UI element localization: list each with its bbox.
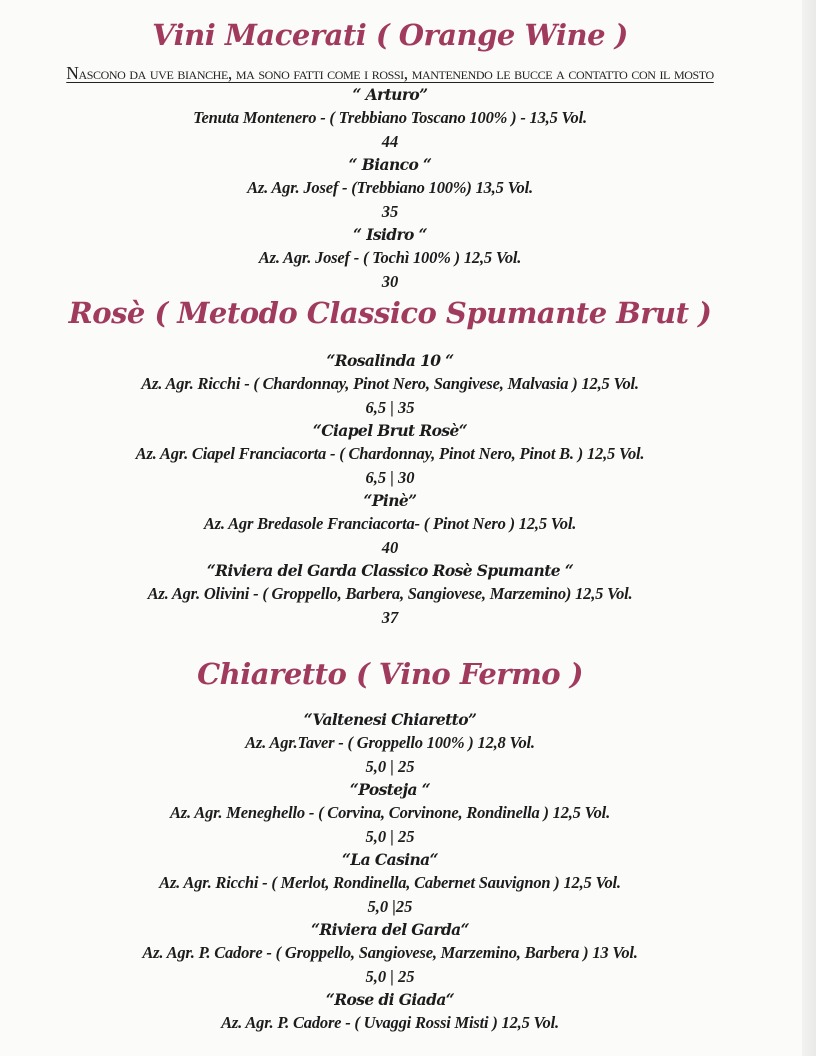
wine-item — [0, 709, 780, 779]
wine-item — [0, 490, 780, 560]
wine-item — [0, 989, 780, 1035]
wine-producer: Az. Agr. Ricchi - ( Merlot, Rondinella, Cabernet Sauvignon ) 12,5 Vol. — [159, 873, 621, 892]
wine-price: 37 — [381, 608, 399, 627]
wine-price: 6,5 | 30 — [365, 468, 415, 487]
wine-name: “Riviera del Garda Classico Rosè Spumante “ — [206, 561, 574, 580]
wine-producer: Az. Agr. Josef - (Trebbiano 100%) 13,5 Vol. — [247, 178, 533, 197]
wine-price: 5,0 | 25 — [365, 757, 415, 776]
wine-price: 5,0 |25 — [367, 897, 413, 916]
section-title: Chiaretto ( Vino Fermo ) — [197, 657, 583, 691]
wine-name: “ Arturo” — [352, 85, 428, 104]
wine-item — [0, 849, 780, 919]
wine-producer: Az. Agr. P. Cadore - ( Groppello, Sangiovese, Marzemino, Barbera ) 13 Vol. — [142, 943, 638, 962]
wine-item — [0, 350, 780, 420]
wine-name: “La Casina“ — [342, 850, 438, 869]
wine-name: “Riviera del Garda“ — [311, 920, 469, 939]
wine-producer: Az. Agr. Olivini - ( Groppello, Barbera, Sangiovese, Marzemino) 12,5 Vol. — [147, 584, 633, 603]
wine-name: “Rose di Giada“ — [325, 990, 455, 1009]
wine-item — [0, 560, 780, 630]
wine-producer: Az. Agr. Ricchi - ( Chardonnay, Pinot Nero, Sangivese, Malvasia ) 12,5 Vol. — [141, 374, 639, 393]
wine-name: “Posteja “ — [349, 780, 431, 799]
wine-producer: Az. Agr. P. Cadore - ( Uvaggi Rossi Misti ) 12,5 Vol. — [221, 1013, 559, 1032]
wine-price: 5,0 | 25 — [365, 967, 415, 986]
wine-producer: Tenuta Montenero - ( Trebbiano Toscano 100% ) - 13,5 Vol. — [193, 108, 587, 127]
wine-item — [0, 84, 780, 154]
page-edge — [802, 0, 816, 1056]
wine-producer: Az. Agr.Taver - ( Groppello 100% ) 12,8 Vol. — [245, 733, 535, 752]
section-rose-metodo-classico — [0, 296, 780, 630]
wine-price: 6,5 | 35 — [365, 398, 415, 417]
wine-price: 40 — [381, 538, 399, 557]
wine-price: 44 — [381, 132, 399, 151]
wine-name: “ Isidro “ — [353, 225, 427, 244]
wine-item — [0, 919, 780, 989]
wine-price: 5,0 | 25 — [365, 827, 415, 846]
section-title: Rosè ( Metodo Classico Spumante Brut ) — [68, 296, 712, 330]
section-orange-wine — [0, 0, 780, 294]
wine-item — [0, 154, 780, 224]
wine-name: “Ciapel Brut Rosè“ — [312, 421, 468, 440]
wine-price: 30 — [381, 272, 399, 291]
wine-item — [0, 224, 780, 294]
wine-name: “ Bianco “ — [348, 155, 432, 174]
wine-producer: Az. Agr Bredasole Franciacorta- ( Pinot Nero ) 12,5 Vol. — [203, 514, 577, 533]
wine-producer: Az. Agr. Meneghello - ( Corvina, Corvinone, Rondinella ) 12,5 Vol. — [170, 803, 610, 822]
section-chiaretto — [0, 657, 780, 1035]
wine-producer: Az. Agr. Josef - ( Tochì 100% ) 12,5 Vol. — [258, 248, 522, 267]
wine-item — [0, 779, 780, 849]
wine-item — [0, 420, 780, 490]
section-title: Vini Macerati ( Orange Wine ) — [152, 18, 628, 52]
wine-name: “Rosalinda 10 “ — [326, 351, 454, 370]
wine-price: 35 — [381, 202, 399, 221]
wine-name: “Pinè” — [363, 491, 417, 510]
section-subtitle: Nascono da uve bianche, ma sono fatti come i rossi, mantenendo le bucce a contatto con il mosto — [66, 63, 714, 83]
wine-name: “Valtenesi Chiaretto” — [303, 710, 477, 729]
wine-producer: Az. Agr. Ciapel Franciacorta - ( Chardonnay, Pinot Nero, Pinot B. ) 12,5 Vol. — [135, 444, 645, 463]
